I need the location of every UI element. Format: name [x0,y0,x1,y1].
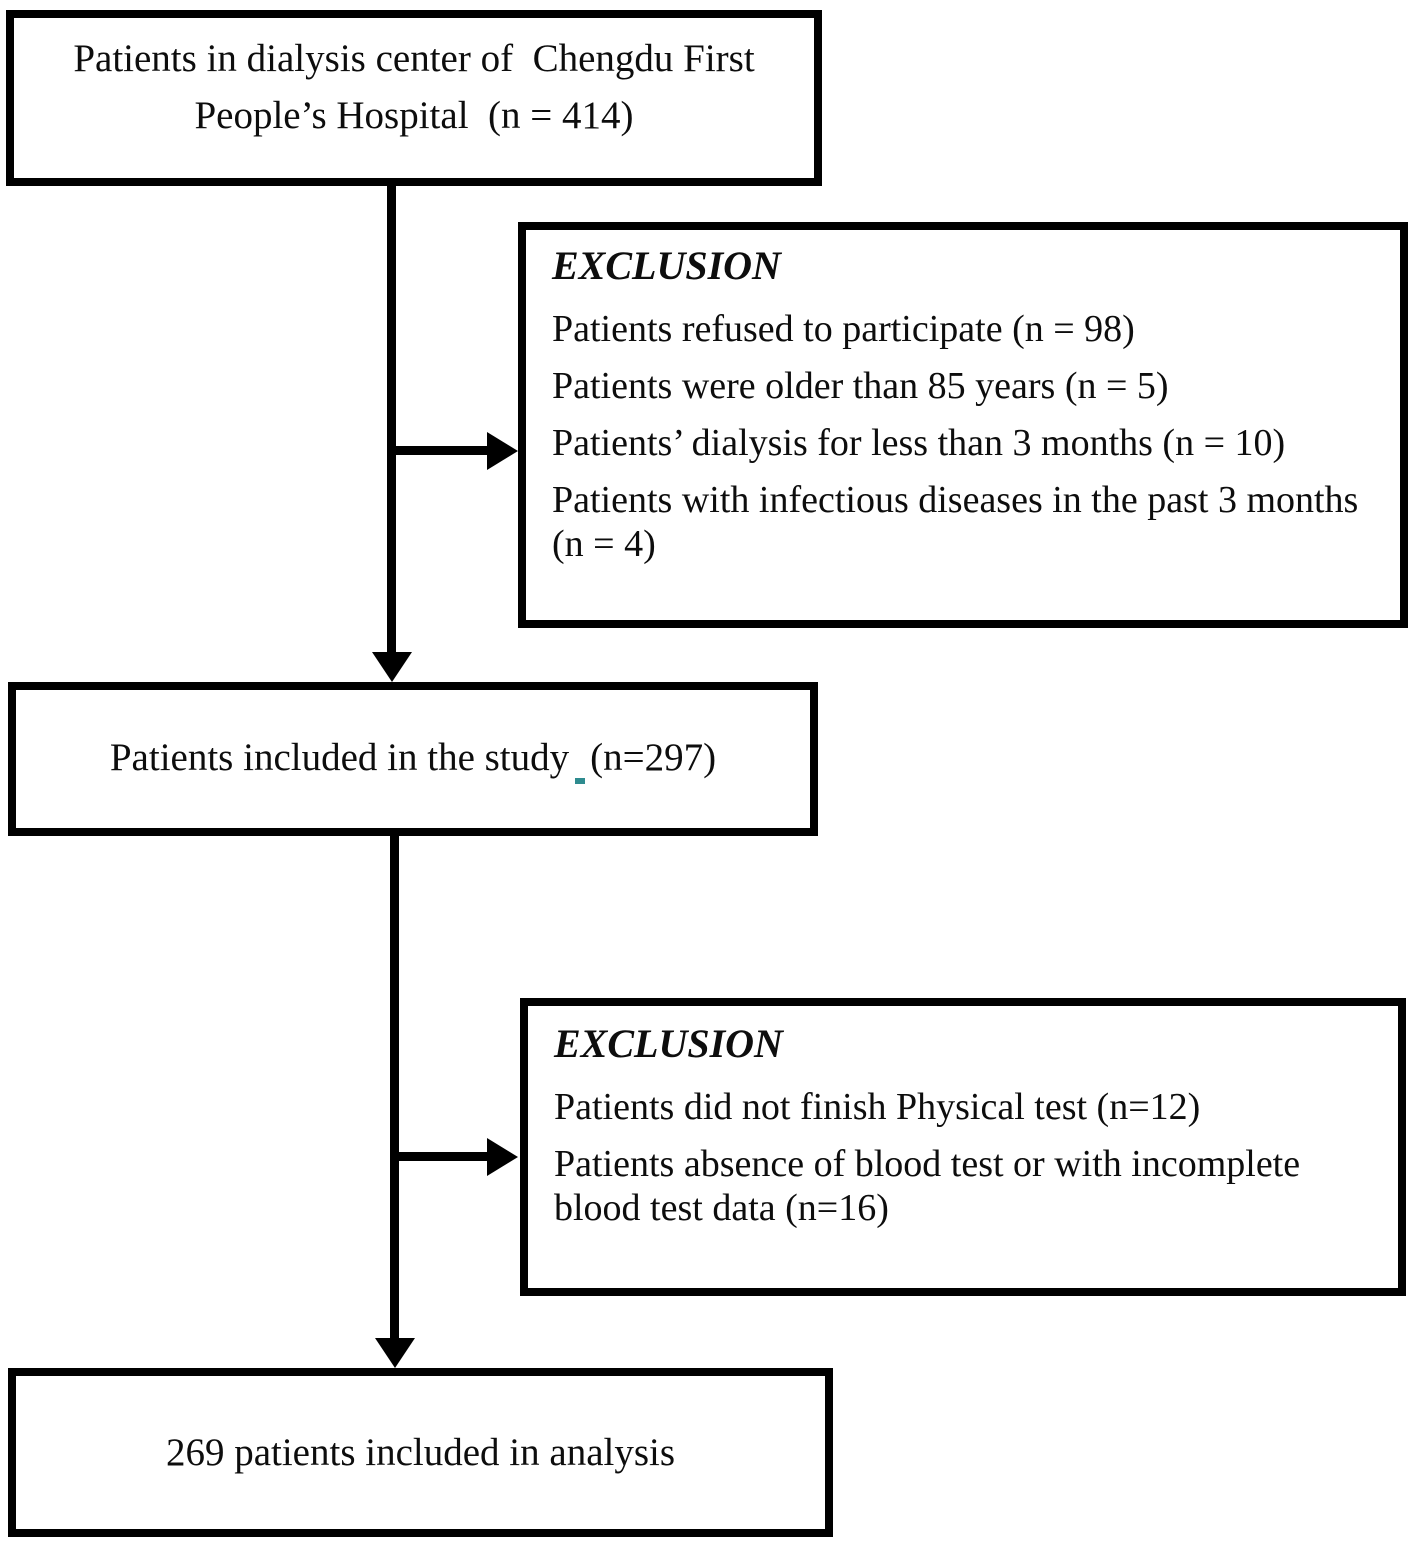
box-included-in-study [8,682,818,836]
exclusion-title: EXCLUSION [552,243,781,288]
spellcheck-underline-mark [575,778,585,784]
arrow-line-branch-exclusion-2 [394,1152,492,1161]
box-text-line [110,735,716,784]
exclusion-item: Patients were older than 85 years (n = 5) [552,365,1169,407]
exclusion-item: Patients did not finish Physical test (n=12) [554,1086,1201,1128]
box-included-in-analysis [8,1368,833,1537]
box-text-line: 269 patients included in analysis [165,1431,676,1474]
arrow-line-included-to-analysis [390,834,399,1342]
box-text-line: Patients in dialysis center of Chengdu First [73,37,755,80]
arrowhead-right-icon [487,432,518,470]
exclusion-item: Patients with infectious diseases in the past 3 months (n = 4) [552,479,1359,565]
box-text-line: People’s Hospital (n = 414) [194,94,634,137]
arrowhead-down-icon [375,1338,415,1368]
box-dialysis-center-population [6,10,822,186]
included-study-count: (n=297) [590,735,717,779]
included-study-text: Patients included in the study [109,735,570,779]
arrow-line-top-to-included [387,184,396,652]
arrowhead-down-icon [372,652,412,682]
exclusion-item: Patients refused to participate (n = 98) [552,308,1135,350]
arrow-line-branch-exclusion-1 [391,446,491,455]
exclusion-item: Patients’ dialysis for less than 3 months (n = 10) [552,422,1286,464]
exclusion-item: Patients absence of blood test or with incomplete blood test data (n=16) [554,1143,1301,1229]
box-exclusion-2 [520,998,1406,1296]
arrowhead-right-icon [487,1138,518,1176]
exclusion-title: EXCLUSION [554,1021,783,1066]
box-exclusion-1 [518,222,1408,628]
